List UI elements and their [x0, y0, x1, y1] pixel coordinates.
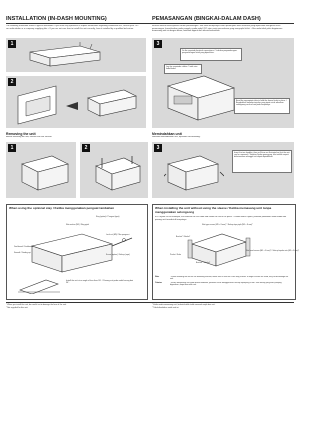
footnote-right-1: * Ketika anda memasang unit, berhati-hatilah tidak merusak wajah dari unit.	[152, 304, 216, 306]
label-screw: Screw (option) / Sekrup (opsi)	[106, 254, 130, 256]
remove-illustration-1	[18, 154, 72, 194]
nosleeve-title: When installing the unit without using the sleeve / Ketika memasang unit tanpa menggunakan selongsong	[155, 206, 272, 214]
removing-title-en: Removing the unit	[6, 132, 36, 136]
step-badge-3: 3	[154, 40, 162, 48]
remove-illustration-3	[164, 152, 224, 194]
label-washer: Flat washer (M5) / Ring pipih	[66, 224, 89, 226]
install-intro-en: The following illustration shows a typical installation. If you have any questions or require information regarding installation kits, consult your JVC car audio dealer or a company supplying kits. • If you are not sure how to install this unit correctly, have it installed by a qualified technician.	[6, 25, 139, 30]
note-label: Note	[155, 276, 160, 278]
removing-sub-id: Sebelum memindahkan unit, lepaskan sisi belakang.	[152, 136, 201, 138]
tabs-callout: Bend the appropriate tabs to hold the sleeve firmly in place. / Bengkokkan tonjolan-tonjolan yang tepat untuk menahan selongsong secara kuat pada tempatnya.	[234, 98, 290, 114]
label-stay: Stay (option) / Penguat (opsi)	[96, 216, 120, 218]
removing-title-id: Memindahkan unit	[152, 132, 182, 136]
label-flat-screws: Flat type screws (M5 × 8 mm)* / Sekrup tipe pipih (M5 × 8 mm)*	[202, 224, 253, 226]
label-dashboard: Dashboard / Dashboard	[14, 246, 34, 248]
label-pocket: Pocket / Saku	[170, 254, 182, 256]
footnote-left-1: * When you install the unit, be careful not to damage the face of the unit.	[6, 304, 67, 306]
catatan-text: : Ketika memasang unit pada braket dudukan, pastikan untuk menggunakan sekrup sepanjang 8 mm. Jika sekrup yang lebih panjang digunakan, dapat merusak unit.	[170, 282, 282, 287]
remove-badge-2: 2	[82, 144, 90, 152]
remove-illustration-2	[92, 154, 144, 194]
label-bracket-2: Bracket* / Braket*	[196, 262, 211, 264]
install-title-id: PEMASANGAN (BINGKAI-DALAM DASH)	[152, 16, 261, 22]
angle-caption: Install the unit at an angle of less than 30°. / Pasang unit pada sudut kurang dari 30°.	[66, 280, 134, 285]
connections-callout: Do the required electrical connections. / Lakukan penyambungan-penyambungan listrik yang diperlukan.	[180, 48, 242, 61]
note-text: : When installing the unit on the mounting bracket, make sure to use the 8 mm long screws. If longer screws are used, they could damage the unit.	[170, 276, 289, 281]
label-flat-head: Flat head screws (M5 × 8 mm)* / Sekrup kepala rata (M5 × 8 mm)*	[246, 250, 300, 252]
dashboard-illustration	[16, 84, 142, 126]
label-nut: Lock nut (M5) / Mur pengunci	[106, 234, 130, 236]
footnote-left-2: * Not supplied for this unit.	[6, 307, 29, 309]
step-badge-2: 2	[8, 78, 16, 86]
remove-callout: Insert the two handles, then pull them as illustrated so that the unit can be removed. / Sisipkan kedua pemegang, lalu tariklah seperti diilustrasikan sehingga unit dapat dipindahkan.	[232, 150, 292, 173]
sleeve-illustration	[20, 42, 110, 68]
label-firewall: Firewall / Dinding api	[14, 252, 31, 254]
cables-callout: Lay the remainder cables / Letak sisa kabel-kabel	[164, 64, 202, 74]
title-rule	[6, 23, 294, 24]
install-intro-id: Ilustrasi berikut menunjukkan contoh pemasangan. Jika anda mempunyai suatu pertanyaan atau informasi yang diperlukan mengenai kit-kit pemasangan, konsultasikan pada penyalur audio mobil JVC atau suatu perusahaan yang menyuplai kit-kit. • Jika anda tidak yakin bagaimana memasang unit ini dengan benar, mintalah diganti oleh teknisi berkualitas.	[152, 25, 283, 33]
footnote-right-2: * Tidak disediakan untuk unit ini.	[152, 307, 180, 309]
remove-badge-3: 3	[154, 144, 162, 152]
catatan-label: Catatan	[155, 282, 162, 284]
nosleeve-intro: In a Toyota car for example, first remove the car radio and install the unit in its place. / Dalam mobil Toyota, pertama pindahkan radio mobil dan pasang unit tersebut di tempatnya.	[155, 216, 287, 221]
stay-title: When using the optional stay / Ketika menggunakan penguat tambahan	[9, 206, 115, 210]
removing-sub-en: Before removing the unit, release the rear section.	[6, 136, 53, 138]
install-title-en: INSTALLATION (IN-DASH MOUNTING)	[6, 16, 107, 22]
step-badge-1: 1	[8, 40, 16, 48]
remove-badge-1: 1	[8, 144, 16, 152]
footnote-rule	[6, 302, 294, 303]
label-bracket-1: Bracket* / Braket*	[176, 236, 191, 238]
angle-illustration	[16, 276, 62, 294]
